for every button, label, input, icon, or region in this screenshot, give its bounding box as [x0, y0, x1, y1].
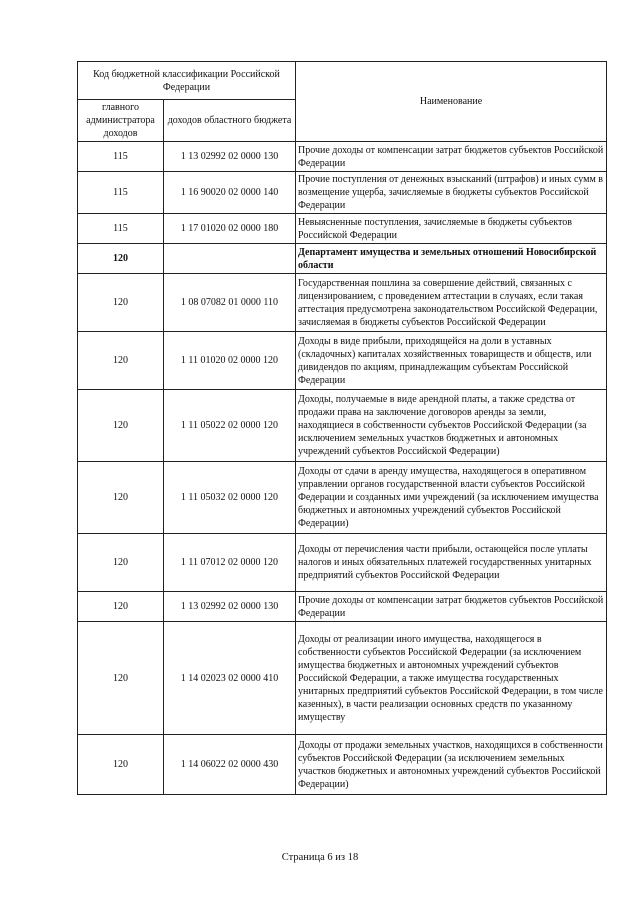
revenue-code-cell: 1 14 02023 02 0000 410	[164, 622, 296, 735]
revenue-code-cell: 1 11 05032 02 0000 120	[164, 462, 296, 534]
revenue-name-cell: Доходы от сдачи в аренду имущества, находящегося в оперативном управлении органов государственной власти субъектов Российской Федерации и созданных ими учреждений (за исключением имущества бюджетных и автономных учреждений субъектов Российской Федерации)	[296, 462, 607, 534]
revenue-name-cell: Доходы от продажи земельных участков, находящихся в собственности субъектов Российской Федерации (за исключением земельных участков бюджетных и автономных учреждений субъектов Российской Федерации)	[296, 735, 607, 795]
revenue-name-cell: Департамент имущества и земельных отношений Новосибирской области	[296, 244, 607, 274]
table-row	[78, 332, 607, 390]
table-row	[78, 462, 607, 534]
revenue-name-cell: Доходы от реализации иного имущества, находящегося в собственности субъектов Российской Федерации (за исключением имущества бюджетных и автономных учреждений субъектов Российской Федерации, а также имущества государственных унитарных предприятий субъектов Российской Федерации, в том числе казенных), в части реализации основных средств по указанному имуществу	[296, 622, 607, 735]
table-row	[78, 214, 607, 244]
revenue-code-cell: 1 17 01020 02 0000 180	[164, 214, 296, 244]
table-row	[78, 735, 607, 795]
header-main-administrator: главного администратора доходов	[78, 100, 164, 142]
admin-code-cell: 115	[78, 214, 164, 244]
revenue-code-cell	[164, 244, 296, 274]
revenue-code-cell: 1 14 06022 02 0000 430	[164, 735, 296, 795]
revenue-name-cell: Доходы, получаемые в виде арендной платы, а также средства от продажи права на заключение договоров аренды за земли, находящиеся в собственности субъектов Российской Федерации (за исключением земельных участков бюджетных и автономных учреждений субъектов Российской Федерации)	[296, 390, 607, 462]
revenue-code-cell: 1 13 02992 02 0000 130	[164, 142, 296, 172]
admin-code-cell: 120	[78, 274, 164, 332]
page-number: Страница 6 из 18	[281, 852, 359, 863]
revenue-name-cell: Государственная пошлина за совершение действий, связанных с лицензированием, с проведением аттестации в случаях, если такая аттестация предусмотрена законодательством Российской Федерации, зачисляемая в бюджеты субъектов Российской Федерации	[296, 274, 607, 332]
revenue-name-cell: Прочие доходы от компенсации затрат бюджетов субъектов Российской Федерации	[296, 142, 607, 172]
table-body	[78, 142, 607, 795]
header-name: Наименование	[296, 62, 607, 142]
revenue-name-cell: Невыясненные поступления, зачисляемые в бюджеты субъектов Российской Федерации	[296, 214, 607, 244]
revenue-code-cell: 1 08 07082 01 0000 110	[164, 274, 296, 332]
revenue-code-cell: 1 11 07012 02 0000 120	[164, 534, 296, 592]
admin-code-cell: 120	[78, 735, 164, 795]
table-row	[78, 244, 607, 274]
admin-code-cell: 120	[78, 592, 164, 622]
table-row	[78, 172, 607, 214]
admin-code-cell: 120	[78, 332, 164, 390]
revenue-code-cell: 1 16 90020 02 0000 140	[164, 172, 296, 214]
header-regional-budget-revenue: доходов областного бюджета	[164, 100, 296, 142]
revenue-code-cell: 1 11 05022 02 0000 120	[164, 390, 296, 462]
table-row	[78, 390, 607, 462]
revenue-name-cell: Прочие доходы от компенсации затрат бюджетов субъектов Российской Федерации	[296, 592, 607, 622]
admin-code-cell: 120	[78, 534, 164, 592]
admin-code-cell: 120	[78, 622, 164, 735]
header-classification-group: Код бюджетной классификации Российской Федерации	[78, 62, 296, 100]
admin-code-cell: 120	[78, 244, 164, 274]
revenue-name-cell: Прочие поступления от денежных взысканий (штрафов) и иных сумм в возмещение ущерба, зачисляемые в бюджеты субъектов Российской Федерации	[296, 172, 607, 214]
admin-code-cell: 115	[78, 172, 164, 214]
revenue-code-cell: 1 11 01020 02 0000 120	[164, 332, 296, 390]
revenue-name-cell: Доходы в виде прибыли, приходящейся на доли в уставных (складочных) капиталах хозяйственных товариществ и обществ, или дивидендов по акциям, принадлежащим субъектам Российской Федерации	[296, 332, 607, 390]
table-row	[78, 274, 607, 332]
table-row	[78, 592, 607, 622]
admin-code-cell: 120	[78, 462, 164, 534]
admin-code-cell: 120	[78, 390, 164, 462]
table-row	[78, 534, 607, 592]
table-row	[78, 142, 607, 172]
revenue-name-cell: Доходы от перечисления части прибыли, остающейся после уплаты налогов и иных обязательных платежей государственных унитарных предприятий субъектов Российской Федерации	[296, 534, 607, 592]
admin-code-cell: 115	[78, 142, 164, 172]
table-row	[78, 622, 607, 735]
revenue-code-cell: 1 13 02992 02 0000 130	[164, 592, 296, 622]
budget-classification-table	[77, 61, 607, 795]
